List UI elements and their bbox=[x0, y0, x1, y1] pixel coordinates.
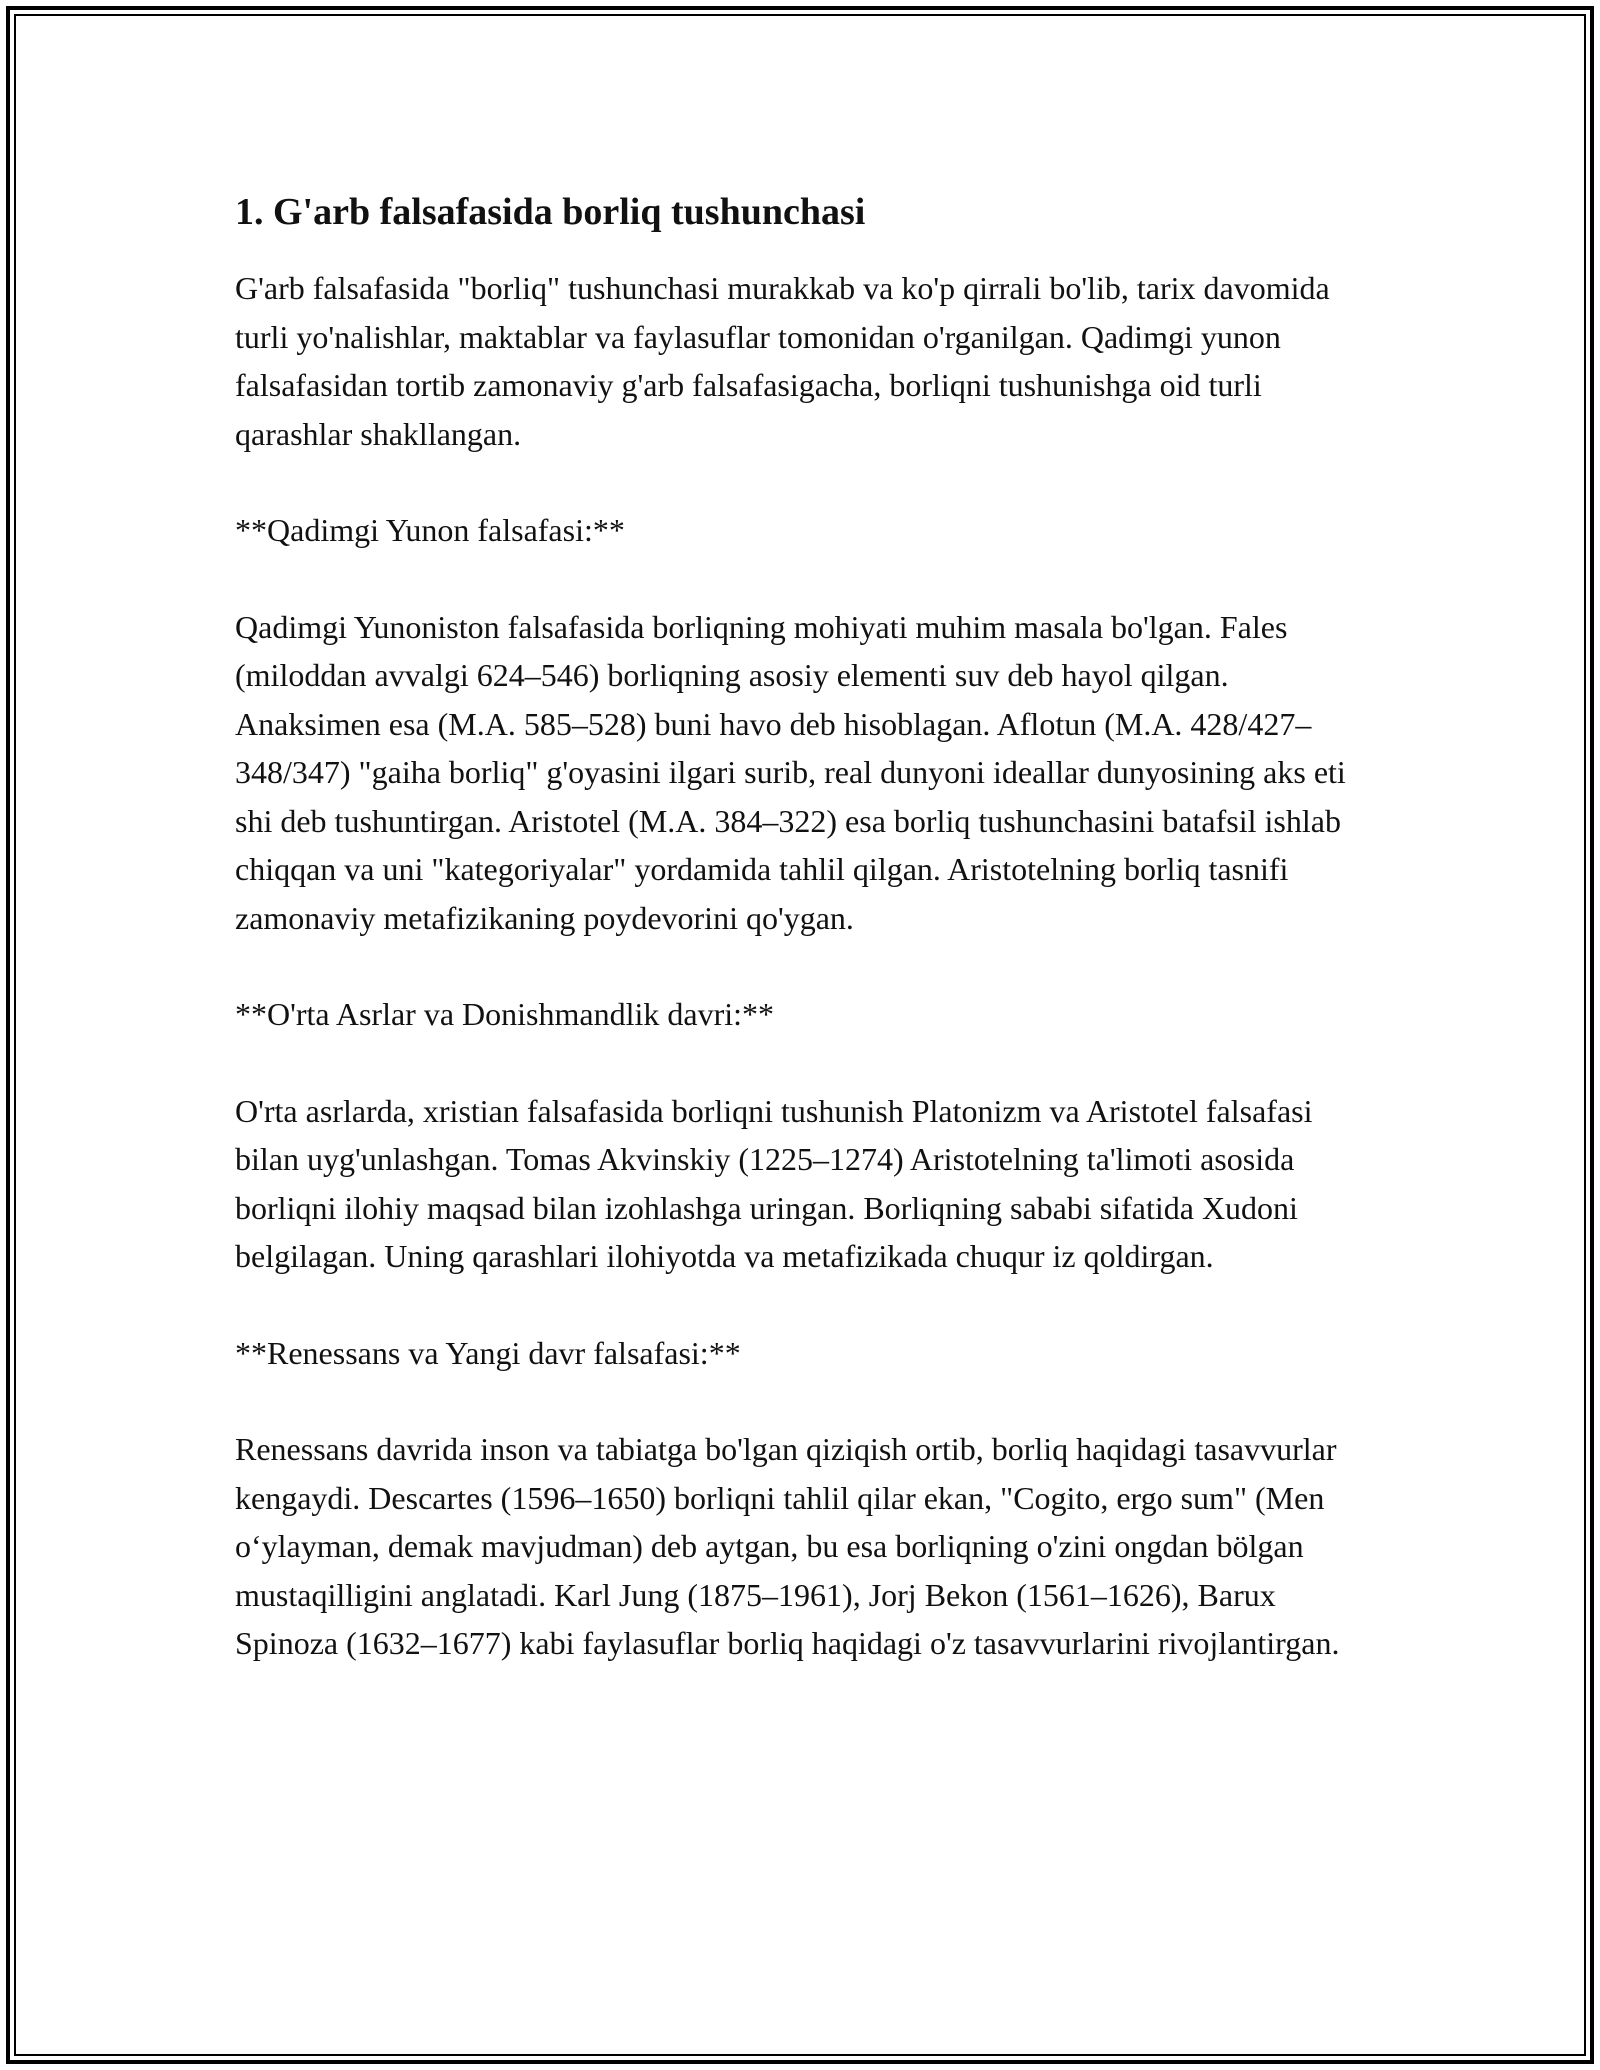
section-text-renaissance: Renessans davrida inson va tabiatga bo'lgan qiziqish ortib, borliq haqidagi tasavvurlar kengaydi. Descartes (1596–1650) borliqni tahlil qilar ekan, "Cogito, ergo sum" (Men o‘ylayman, demak mavjudman) deb aytgan, bu esa borliqning o'zini ongdan bölgan mustaqilligini anglatadi. Karl Jung (1875–1961), Jorj Bekon (1561–1626), Barux Spinoza (1632–1677) kabi faylasuflar borliq haqidagi o'z tasavvurlarini rivojlantirgan. bbox=[235, 1431, 1340, 1661]
section-heading-middle-ages: **O'rta Asrlar va Donishmandlik davri:** bbox=[235, 996, 774, 1032]
intro-paragraph: G'arb falsafasida "borliq" tushunchasi murakkab va ko'p qirrali bo'lib, tarix davomida turli yo'nalishlar, maktablar va faylasuflar tomonidan o'rganilgan. Qadimgi yunon falsafasidan tortib zamonaviy g'arb falsafasigacha, borliqni tushunishga oid turli qarashlar shakllangan. bbox=[235, 270, 1330, 452]
section-text-middle-ages: O'rta asrlarda, xristian falsafasida borliqni tushunish Platonizm va Aristotel falsafasi bilan uyg'unlashgan. Tomas Akvinskiy (1225–1274) Aristotelning ta'limoti asosida borliqni ilohiy maqsad bilan izohlashga uringan. Borliqning sababi sifatida Xudoni belgilagan. Uning qarashlari ilohiyotda va metafizikada chuqur iz qoldirgan. bbox=[235, 1092, 1313, 1274]
section-heading-renaissance: **Renessans va Yangi davr falsafasi:** bbox=[235, 1334, 741, 1371]
section-text-ancient-greek: Qadimgi Yunoniston falsafasida borliqning mohiyati muhim masala bo'lgan. Fales (miloddan avvalgi 624–546) borliqning asosiy elementi suv deb hayol qilgan. Anaksimen esa (M.A. 585–528) buni havo deb hisoblagan. Aflotun (M.A. 428/427–348/347) "gaiha borliq" g'oyasini ilgari surib, real dunyoni ideallar dunyosining aks eti shi deb tushuntirgan. Aristotel (M.A. 384–322) esa borliq tushunchasini batafsil ishlab chiqqan va uni "kategoriyalar" yordamida tahlil qilgan. Aristotelning borliq tasnifi zamonaviy metafizikaning poydevorini qo'ygan. bbox=[235, 608, 1346, 936]
document-title: 1. G'arb falsafasida borliq tushunchasi bbox=[235, 191, 866, 233]
document-body bbox=[235, 188, 1375, 1716]
section-heading-ancient-greek: **Qadimgi Yunon falsafasi:** bbox=[235, 512, 625, 548]
